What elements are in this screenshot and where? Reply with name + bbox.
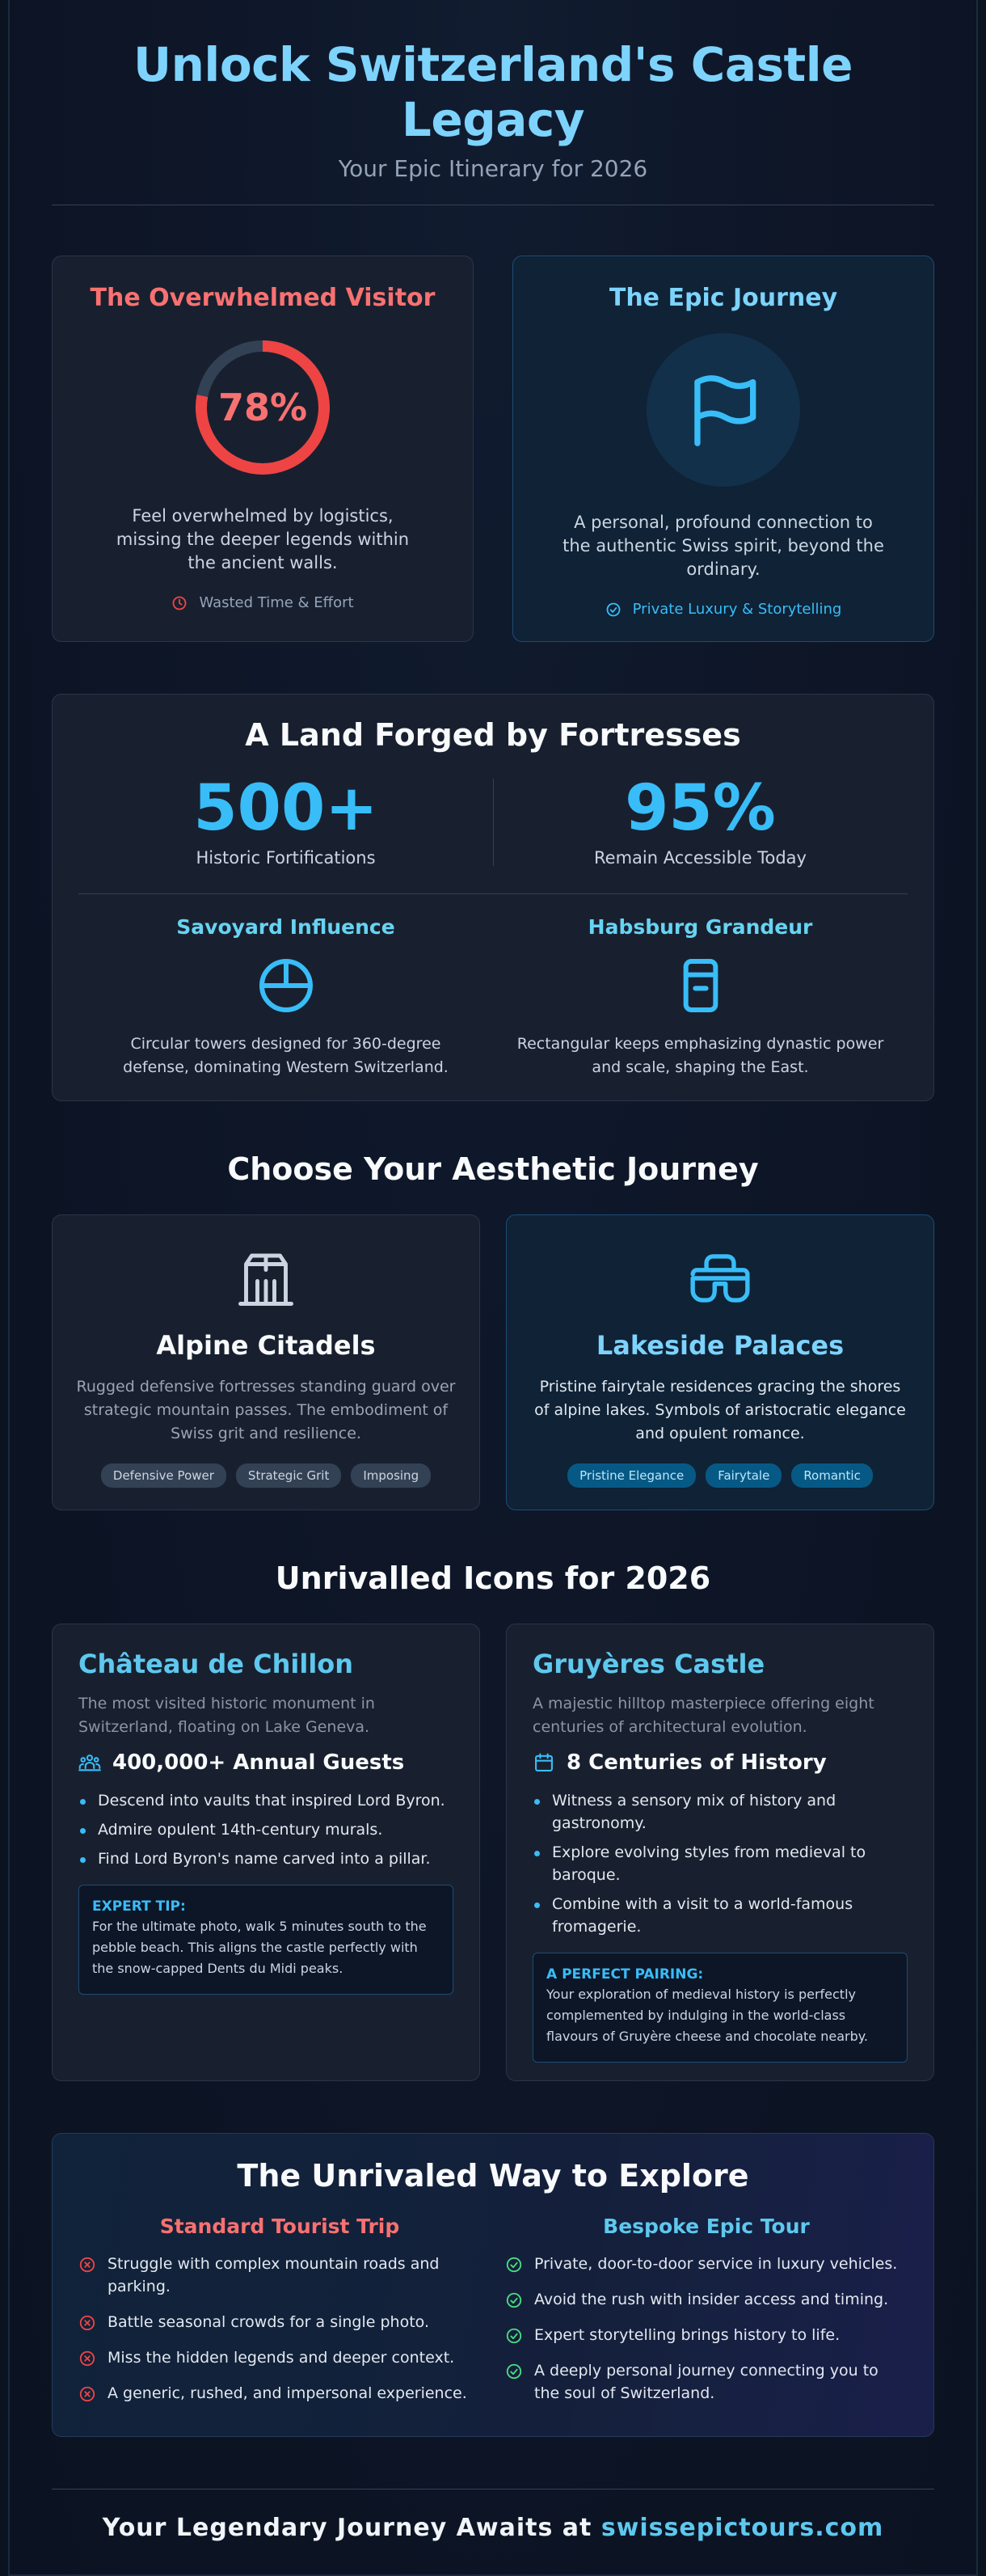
- fortresses-title: A Land Forged by Fortresses: [245, 717, 741, 753]
- bespoke-title: Bespoke Epic Tour: [603, 2215, 810, 2238]
- gruyeres-metric: [533, 1750, 908, 1775]
- alpine-title: Alpine Citadels: [156, 1330, 376, 1361]
- flag-icon-badge: [647, 333, 800, 487]
- overwhelmed-tag: [69, 594, 457, 611]
- footer-cta: [52, 2514, 934, 2542]
- icons-2026-title: Unrivalled Icons for 2026: [275, 1560, 711, 1596]
- gruyeres-pairing-tip: [533, 1953, 908, 2063]
- stat-value: 95%: [625, 772, 776, 845]
- epic-tag: [529, 601, 917, 618]
- list-item: [505, 2324, 908, 2346]
- donut-percent-label: 78%: [217, 386, 308, 429]
- gruyeres-card: [506, 1624, 934, 2081]
- flag-icon: [679, 365, 768, 454]
- standard-list: [78, 2253, 481, 2405]
- bespoke-list: [505, 2253, 908, 2405]
- list-item-text: Private, door-to-door service in luxury vehicles.: [534, 2255, 898, 2273]
- list-item: [505, 2253, 908, 2275]
- gruyeres-subtitle: A majestic hilltop masterpiece offering eight centuries of architectural evolution.: [533, 1695, 874, 1736]
- chillon-bullets: [78, 1789, 453, 1870]
- round-tower-icon: [254, 953, 318, 1018]
- habsburg-description: Rectangular keeps emphasizing dynastic power and scale, shaping the East.: [516, 1035, 884, 1076]
- clock-icon: [171, 595, 188, 611]
- lakeside-palaces-card: [506, 1214, 934, 1510]
- tag-pill: Imposing: [351, 1463, 431, 1488]
- chillon-metric-label: 400,000+ Annual Guests: [112, 1750, 405, 1775]
- epic-tag-label: Private Luxury & Storytelling: [632, 601, 842, 618]
- explore-title: The Unrivaled Way to Explore: [237, 2158, 749, 2194]
- tag-pill: Strategic Grit: [236, 1463, 341, 1488]
- tag-pill: Fairytale: [706, 1463, 782, 1488]
- list-item: Witness a sensory mix of history and gastronomy.: [533, 1789, 908, 1835]
- alpine-citadels-card: [52, 1214, 480, 1510]
- list-item: Find Lord Byron's name carved into a pillar.: [78, 1848, 453, 1870]
- visitor-comparison: [52, 255, 934, 642]
- list-item: [78, 2382, 481, 2405]
- list-item: Admire opulent 14th-century murals.: [78, 1818, 453, 1841]
- savoyard-style: [78, 915, 493, 1079]
- calendar-icon: [533, 1751, 555, 1774]
- tip-heading: EXPERT TIP:: [92, 1898, 186, 1915]
- overwhelmed-donut: [190, 335, 335, 480]
- stat-value: 500+: [193, 772, 378, 845]
- footer-website-link[interactable]: swissepictours.com: [600, 2514, 884, 2542]
- list-item-text: Avoid the rush with insider access and timing.: [534, 2291, 889, 2308]
- x-circle-icon: [78, 2256, 96, 2274]
- stat-accessible: [493, 774, 908, 868]
- stat-divider: [493, 779, 494, 866]
- list-item-text: Miss the hidden legends and deeper context.: [107, 2349, 455, 2367]
- aesthetic-cards: [52, 1214, 934, 1510]
- explore-columns: [78, 2215, 908, 2418]
- page-title: Unlock Switzerland's Castle Legacy: [133, 37, 853, 147]
- gruyeres-bullets: [533, 1789, 908, 1938]
- epic-title: The Epic Journey: [609, 284, 838, 312]
- overwhelmed-title: The Overwhelmed Visitor: [90, 284, 436, 312]
- overwhelmed-description: Feel overwhelmed by logistics, missing the deeper legends within the ancient walls.: [116, 506, 410, 572]
- tag-pill: Romantic: [791, 1463, 873, 1488]
- chillon-subtitle: The most visited historic monument in Switzerland, floating on Lake Geneva.: [78, 1695, 375, 1736]
- palace-icon: [685, 1244, 756, 1312]
- gruyeres-metric-label: 8 Centuries of History: [567, 1750, 827, 1775]
- lakeside-title: Lakeside Palaces: [596, 1330, 845, 1361]
- page-subtitle: Your Epic Itinerary for 2026: [338, 155, 648, 182]
- savoyard-title: Savoyard Influence: [176, 915, 395, 939]
- overwhelmed-visitor-card: [52, 255, 474, 642]
- aesthetic-title: Choose Your Aesthetic Journey: [227, 1151, 759, 1187]
- x-circle-icon: [78, 2385, 96, 2403]
- architecture-styles: [78, 915, 908, 1079]
- chillon-title: Château de Chillon: [78, 1649, 354, 1679]
- list-item: Explore evolving styles from medieval to baroque.: [533, 1841, 908, 1886]
- standard-title: Standard Tourist Trip: [159, 2215, 400, 2238]
- fortresses-section: [52, 694, 934, 1101]
- users-icon: [78, 1751, 101, 1774]
- standard-column: [78, 2215, 481, 2418]
- list-item: [505, 2359, 908, 2405]
- chillon-expert-tip: [78, 1885, 453, 1995]
- list-item: [78, 2311, 481, 2333]
- list-item-text: A deeply personal journey connecting you to the soul of Switzerland.: [534, 2362, 879, 2402]
- x-circle-icon: [78, 2314, 96, 2332]
- list-item-text: Struggle with complex mountain roads and parking.: [107, 2255, 440, 2295]
- explore-comparison: [52, 2133, 934, 2437]
- citadel-icon: [232, 1244, 300, 1312]
- x-circle-icon: [78, 2350, 96, 2367]
- chillon-card: [52, 1624, 480, 2081]
- list-item-text: Expert storytelling brings history to life.: [534, 2326, 841, 2344]
- infographic-page: [8, 0, 978, 2576]
- check-circle-icon: [605, 602, 622, 618]
- epic-description: A personal, profound connection to the authentic Swiss spirit, beyond the ordinary.: [563, 513, 884, 579]
- tip-body: For the ultimate photo, walk 5 minutes south to the pebble beach. This aligns the castle perfectly with the snow-capped Dents du Midi peaks.: [92, 1919, 427, 1976]
- overwhelmed-tag-label: Wasted Time & Effort: [199, 594, 354, 611]
- stat-label: Remain Accessible Today: [594, 848, 807, 868]
- stat-fortifications: [78, 774, 493, 868]
- check-circle-icon: [505, 2327, 523, 2345]
- lakeside-tags: [507, 1463, 933, 1488]
- lakeside-description: Pristine fairytale residences gracing the shores of alpine lakes. Symbols of aristocratic elegance and opulent romance.: [534, 1378, 906, 1442]
- habsburg-style: [493, 915, 908, 1079]
- list-item: [78, 2253, 481, 2298]
- square-keep-icon: [668, 953, 733, 1018]
- list-item: Descend into vaults that inspired Lord Byron.: [78, 1789, 453, 1812]
- alpine-description: Rugged defensive fortresses standing guard over strategic mountain passes. The embodiment of Swiss grit and resilience.: [76, 1378, 456, 1442]
- habsburg-title: Habsburg Grandeur: [588, 915, 813, 939]
- footer-text: Your Legendary Journey Awaits at: [102, 2514, 601, 2542]
- castle-cards: [52, 1624, 934, 2081]
- list-item-text: A generic, rushed, and impersonal experience.: [107, 2384, 467, 2402]
- fortress-stats: [78, 774, 908, 868]
- epic-journey-card: [512, 255, 934, 642]
- alpine-tags: [53, 1463, 479, 1488]
- savoyard-description: Circular towers designed for 360-degree defense, dominating Western Switzerland.: [123, 1035, 449, 1076]
- fortress-divider: [78, 893, 908, 894]
- check-circle-icon: [505, 2256, 523, 2274]
- check-circle-icon: [505, 2363, 523, 2380]
- tip-heading: A PERFECT PAIRING:: [546, 1966, 704, 1983]
- stat-label: Historic Fortifications: [196, 848, 376, 868]
- list-item: [78, 2346, 481, 2369]
- tip-body: Your exploration of medieval history is perfectly complemented by indulging in the world-class flavours of Gruyère cheese and chocolate nearby.: [546, 1987, 869, 2044]
- tag-pill: Pristine Elegance: [567, 1463, 696, 1488]
- chillon-metric: [78, 1750, 453, 1775]
- bespoke-column: [505, 2215, 908, 2418]
- tag-pill: Defensive Power: [101, 1463, 226, 1488]
- check-circle-icon: [505, 2291, 523, 2309]
- list-item: Combine with a visit to a world-famous fromagerie.: [533, 1893, 908, 1938]
- gruyeres-title: Gruyères Castle: [533, 1649, 765, 1679]
- list-item-text: Battle seasonal crowds for a single photo.: [107, 2313, 429, 2331]
- list-item: [505, 2288, 908, 2311]
